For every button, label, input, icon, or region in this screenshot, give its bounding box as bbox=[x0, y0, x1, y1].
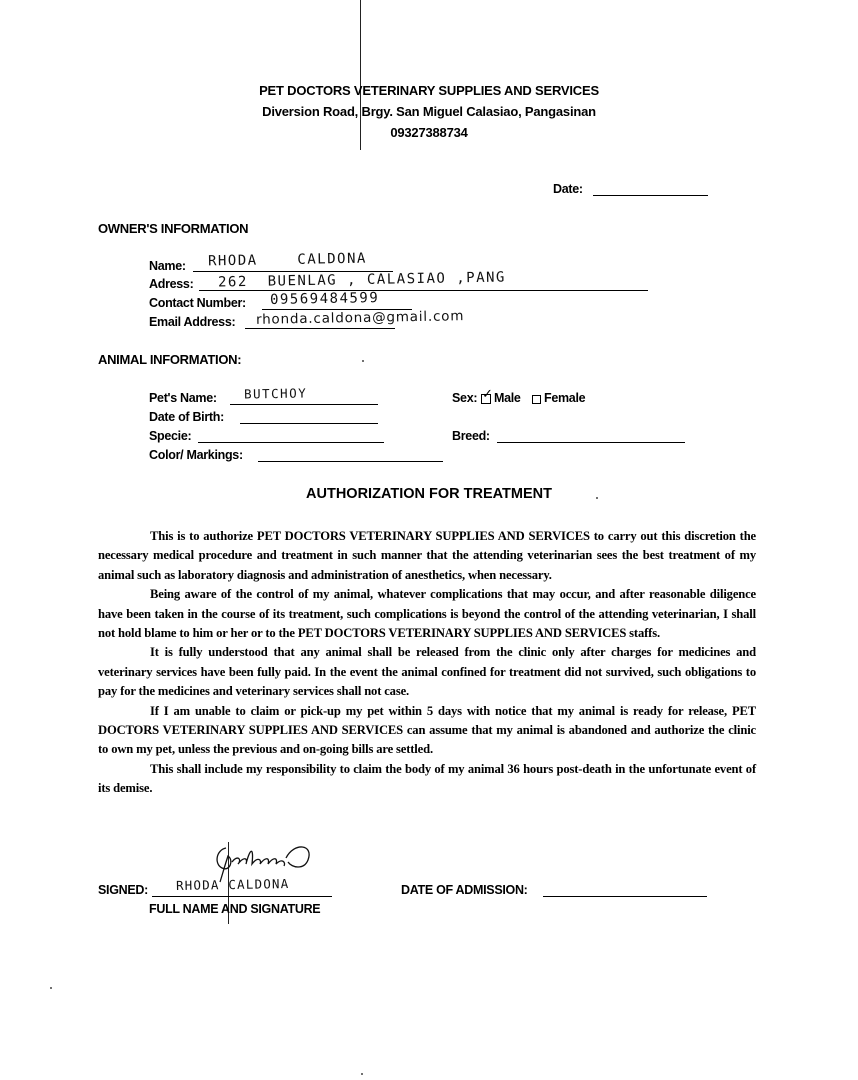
clinic-name: PET DOCTORS VETERINARY SUPPLIES AND SERVICES bbox=[259, 83, 599, 98]
owner-name-value[interactable]: RHODA CALDONA bbox=[207, 250, 367, 270]
owner-address-label: Adress: bbox=[149, 277, 194, 291]
owner-contact-label: Contact Number: bbox=[149, 296, 246, 310]
breed-label: Breed: bbox=[452, 429, 490, 443]
sex-male-label: Male bbox=[494, 391, 521, 405]
specie-field-line[interactable] bbox=[198, 442, 384, 443]
sex-female-label: Female bbox=[544, 391, 586, 405]
authorization-paragraph: It is fully understood that any animal shall be released from the clinic only after charges for medicines and veterinary services have been fully paid. In the event the animal confined for treatment did not survived, such obligations to pay for the medicines and veterinary services shall not case. bbox=[98, 645, 756, 699]
color-markings-field-line[interactable] bbox=[258, 461, 443, 462]
scan-speck bbox=[50, 987, 52, 989]
owner-email-value[interactable]: rhonda.caldona@gmail.com bbox=[255, 308, 465, 328]
owner-address-line bbox=[199, 290, 648, 291]
dob-field-line[interactable] bbox=[240, 423, 378, 424]
owner-email-line bbox=[245, 328, 395, 329]
owner-email-label: Email Address: bbox=[149, 315, 236, 329]
signed-name-value[interactable]: RHODA CALDONA bbox=[175, 876, 290, 893]
specie-label: Specie: bbox=[149, 429, 192, 443]
sex-label: Sex: bbox=[452, 391, 478, 405]
authorization-body bbox=[98, 527, 756, 799]
dob-label: Date of Birth: bbox=[149, 410, 224, 424]
color-markings-label: Color/ Markings: bbox=[149, 448, 243, 462]
date-of-admission-line[interactable] bbox=[543, 896, 707, 897]
owner-contact-value[interactable]: 09569484599 bbox=[269, 290, 380, 308]
clinic-phone: 09327388734 bbox=[390, 125, 468, 140]
authorization-title: AUTHORIZATION FOR TREATMENT bbox=[306, 486, 552, 502]
owner-address-value[interactable]: 262 BUENLAG , CALASIAO ,PANG bbox=[217, 269, 507, 291]
owner-name-label: Name: bbox=[149, 259, 186, 273]
owner-section-title: OWNER'S INFORMATION bbox=[98, 221, 249, 236]
authorization-paragraph: This is to authorize PET DOCTORS VETERINARY SUPPLIES AND SERVICES to carry out this discretion the necessary medical procedure and treatment in such manner that the attending veterinarian sees the best treatment of my animal such as laboratory diagnosis and administration of anesthetics, when necessary. bbox=[98, 529, 756, 582]
breed-field-line[interactable] bbox=[497, 442, 685, 443]
signature-caption: FULL NAME AND SIGNATURE bbox=[149, 902, 321, 916]
female-checkbox[interactable] bbox=[532, 395, 541, 404]
animal-section-title: ANIMAL INFORMATION: bbox=[98, 352, 242, 367]
signed-field-line bbox=[152, 896, 332, 897]
checkmark-icon: ✓ bbox=[482, 387, 493, 402]
date-field-line[interactable] bbox=[593, 195, 708, 196]
authorization-paragraph: If I am unable to claim or pick-up my pet within 5 days with notice that my animal is ready for release, PET DOCTORS VETERINARY SUPPLIES AND SERVICES can assume that my animal is abandoned and authorize the clinic to own my pet, unless the previous and on-going bills are settled. bbox=[98, 703, 756, 757]
pet-name-label: Pet's Name: bbox=[149, 391, 217, 405]
authorization-paragraph: Being aware of the control of my animal, whatever complications that may occur, and after reasonable diligence have been taken in the course of its treatment, such complications is beyond the control of the attending veterinarian, I shall not hold blame to him or her or to the PET DOCTORS VETERINARY SUPPLIES AND SERVICES staffs. bbox=[98, 587, 756, 641]
date-of-admission-label: DATE OF ADMISSION: bbox=[401, 883, 528, 897]
authorization-paragraph: This shall include my responsibility to claim the body of my animal 36 hours post-death in the unfortunate event of its demise. bbox=[98, 761, 756, 796]
scan-speck bbox=[362, 360, 364, 362]
scan-speck bbox=[361, 1073, 363, 1075]
date-label: Date: bbox=[553, 182, 583, 196]
pet-name-line bbox=[230, 404, 378, 405]
clinic-address: Diversion Road, Brgy. San Miguel Calasiao, Pangasinan bbox=[262, 104, 596, 119]
signed-label: SIGNED: bbox=[98, 883, 148, 897]
pet-name-value[interactable]: BUTCHOY bbox=[243, 385, 308, 402]
